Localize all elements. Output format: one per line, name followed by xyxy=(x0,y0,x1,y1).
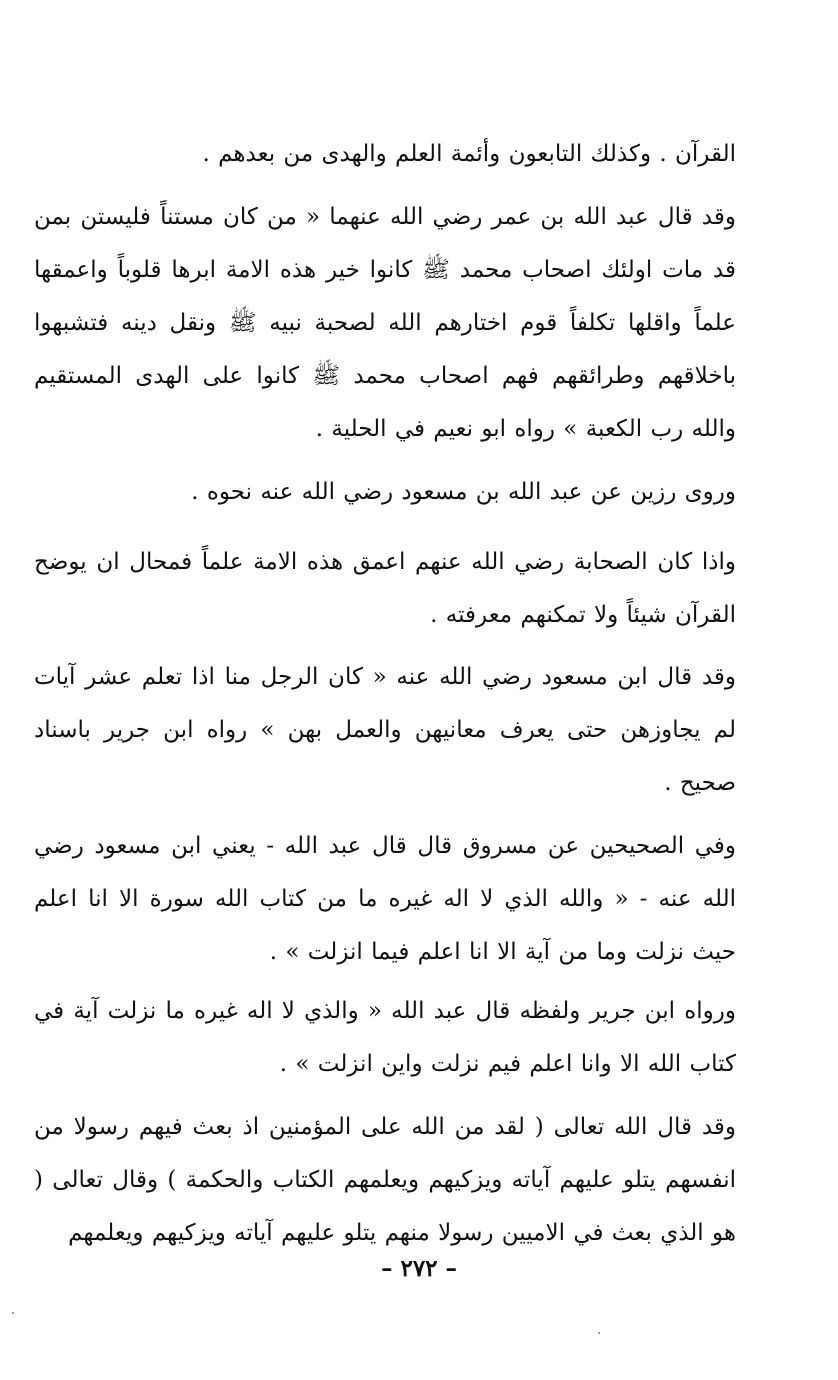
paragraph-2: وقد قال عبد الله بن عمر رضي الله عنهما « من كان مستناً فليستن بمن قد مات اولئك اصحاب محمد ﷺ كانوا خير هذه الامة ابرها قلوباً واعمقها علماً واقلها تكلفاً قوم اختارهم الله لصحبة نبيه ﷺ ونقل دينه فتشبهوا باخلاقهم وطرائقهم فهم اصحاب محمد ﷺ كانوا على الهدى المستقيم والله رب الكعبة » رواه ابو نعيم في الحلية . xyxy=(34,204,736,442)
paragraph-5: وقد قال ابن مسعود رضي الله عنه « كان الرجل منا اذا تعلم عشر آيات لم يجاوزهن حتى يعرف معانيهن والعمل بهن » رواه ابن جرير باسناد صحيح . xyxy=(34,664,736,796)
page-number: – ٢٧٢ – xyxy=(380,1255,458,1282)
paragraph-1: القرآن . وكذلك التابعون وأئمة العلم والهدى من بعدهم . xyxy=(202,141,736,167)
paragraph-6: وفي الصحيحين عن مسروق قال قال عبد الله - يعني ابن مسعود رضي الله عنه - « والله الذي لا اله غيره ما من كتاب الله سورة الا انا اعلم حيث نزلت وما من آية الا انا اعلم فيما انزلت » . xyxy=(34,833,736,965)
paragraph-8: وقد قال الله تعالى ( لقد من الله على المؤمنين اذ بعث فيهم رسولا من انفسهم يتلو عليهم آياته ويزكيهم ويعلمهم الكتاب والحكمة ) وقال تعالى ( هو الذي بعث في الاميين رسولا منهم يتلو عليهم آياته ويزكيهم ويعلمهم xyxy=(34,1114,736,1246)
scan-speck xyxy=(12,1312,14,1314)
paragraph-7: ورواه ابن جرير ولفظه قال عبد الله « والذي لا اله غيره ما نزلت آية في كتاب الله الا وانا اعلم فيم نزلت واين انزلت » . xyxy=(34,998,736,1077)
scan-speck xyxy=(598,1332,600,1334)
paragraph-3: وروى رزين عن عبد الله بن مسعود رضي الله عنه نحوه . xyxy=(191,479,736,505)
paragraph-4: واذا كان الصحابة رضي الله عنهم اعمق هذه الامة علماً فمحال ان يوضح القرآن شيئاً ولا تمكنهم معرفته . xyxy=(34,549,736,628)
